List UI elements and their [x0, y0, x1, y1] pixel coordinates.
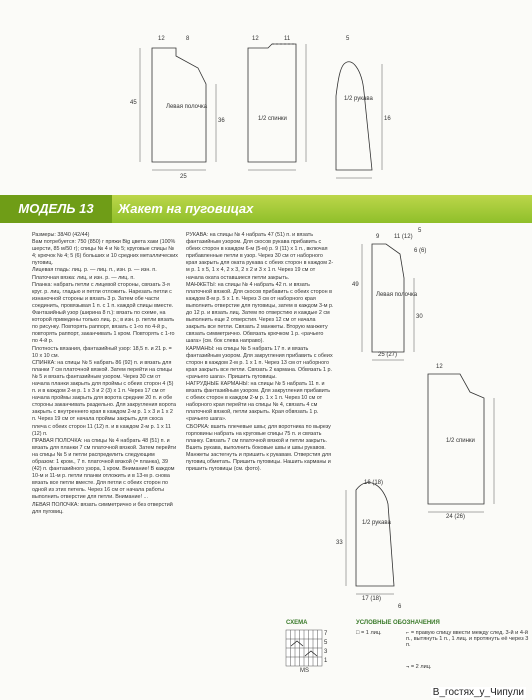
dim-top-k: 12 [252, 36, 259, 42]
dim-r-b2: 12 [436, 364, 443, 370]
legend-text-3: = 2 лиц. [410, 664, 432, 670]
legend-text-2: = правую спицу ввести между след. 3-й и 4-й п., вытянуть 1 п., 1 лиц. и протянуть её через 3 п. [406, 630, 529, 648]
dim-r-t3: 6 (6) [414, 248, 427, 254]
scheme-row-5: 5 [324, 640, 328, 646]
dim-r-h1: 49 [352, 282, 359, 288]
dim-r-b3: 24 (26) [446, 514, 466, 520]
text-column-1: Размеры: 38/40 (42/44) Вам потребуется: 750 (850) г пряжи Big цвета хаки (100% шерсти, 85 м/50 г); спицы № 4 и № 5; круговые спицы № 4; крючок № 4; 5 (6) больших и 10 средних металлических пуговиц. Лицевая гладь: лиц. р. — лиц. п., изн. р. — изн. п. Платочная вязка: лиц. и изн. р. — лиц. п. Планка: набрать петли с лицевой стороны, связать 3-я круг. р. лиц. гладью и петли отложить. Нарезать петли с изнаночной стороны и вязать 3 р. Затем обе части соединить, провязывая 1 п. с 1 п. каждой спицы вместе. Фантазийный узор (ширина 8 п.): вязать по схеме, на которой приведены только лиц. р.; в изн. р. петли вязать по рисунку. Повторять раппорт, вязать с 1-го по 4-й р., повторять раппорт, заканчивать 1 кром. Повторять с 1-го по 4-й р. Плотность вязания, фантазийный узор: 18,5 п. и 21 р. = 10 х 10 см. СПИНКА: на спицы № 5 набрать 86 (92) п. и вязать для планки 7 см платочной вязкой. Затем перейти на спицы № 5 и вязать фантазийным узором. Через 30 см от начала планки закрыть для проймы с обеих сторон 4 (5) п. и в каждом 2-м р. 1 х 3 и 2 (3) х 1 п. Через 17 см от начала проймы закрыть для ворота средние 20 п. и обе стороны заканчивать раздельно. Для закругления ворота закрыть с внутреннего края в каждом 2-м р. 1 х 3 и 1 х 2 п. Через 19 см от начала проймы закрыть для скоса плеча с обеих сторон 11 (12) п. и в каждом 2-м р. 1 х 11 (12) п. ПРАВАЯ ПОЛОЧКА: на спицы № 4 набрать 48 (51) п. и вязать для планки 7 см платочной вязкой. Затем перейти на спицы № 5 и петли распределить следующим образом: 1 кром., 7 п. платочной вязкой (= планка), 39 (42) п. фантазийного узора, 1 кром. Внимание! В каждом 10-м и 11-м р. петли планки отложить и в 13-м р. снова вязать все петли вместе. Для петли с обеих сторон по одной из этих петель. Через 16 см от начала работы выполнить отверстие для петли. Внимание! ... ЛЕВАЯ ПОЛОЧКА: вязать симметрично и без отверстий для пуговиц. [32, 232, 178, 515]
legend-text-1: = 1 лиц. [360, 630, 382, 636]
legend-symbol-1: □ [356, 630, 360, 636]
scheme-title: СХЕМА [286, 620, 308, 626]
right-sleeve-label: 1/2 рукава [362, 520, 391, 526]
scheme-row-1: 1 [324, 658, 328, 664]
model-title: Жакет на пуговицах [118, 201, 254, 216]
top-front-label: Левая полочка [166, 104, 208, 110]
legend-symbol-2: ⌐ [406, 630, 410, 636]
text-column-2: РУКАВА: на спицы № 4 набрать 47 (51) п. и вязать фантазийным узором. Для скосов рукава прибавить с обеих сторон в каждом 6-м (5-м) р. 9 (11) х 1 п., включая прибавленные петли в узор. Через 30 см от наборного края закрыть для оката рукава с обеих сторон в каждом 2-м р. 1 х 5, 1 х 4, 2 х 3, 2 х 2 и 3 х 1 п. Через 19 см от начала оката оставшиеся петли закрыть. МАНЖЕТЫ: на спицы № 4 набрать 42 п. и вязать платочной вязкой. Для скосов прибавить с обеих сторон в каждом 8-м р. 5 х 1 п. Через 3 см от наборного края выполнить отверстие для пуговицы, затем в каждом 3-м р. до 12 р. и вязать лиц. Затем по отверстию и каждые 2 см выполнить еще 2 отверстия. Через 12 см от начала закрыть все петли. Связать 2 манжеты. Вторую манжету связать симметрично. Обвязать крючком 1 р. «рачьего шага» (см. бок слева направо). КАРМАНЫ: на спицы № 5 набрать 17 п. и вязать фантазийным узором. Для закругления прибавить с обеих сторон в каждом 2-м р. 1 х 1 п. Через 13 см от наборного края закрыть все петли. Связать 2 кармана. Обвязать 1 р. «рачьего шага». Пришить пуговицы. НАГРУДНЫЕ КАРМАНЫ: на спицы № 5 набрать 11 п. и вязать фантазийным узором. Для закругления прибавить с обеих сторон в каждом 2-м р. 1 х 1 п. Через 10 см от наборного края перейти на спицы № 4, связать 4 см платочной вязкой, петли закрыть. Края обвязать 1 р. «рачьего шага». СБОРКА: вшить плечевые швы; для воротника по вырезу горловины набрать на круговые спицы 75 п. и связать планку. Связать 7 см платочной вязкой и петли закрыть. Вшить рукава, выполнить боковые швы и швы рукавов. Манжеты застегнуть и пришить к рукавам. Отверстия для пуговиц обметать. Пришить пуговицы. Нашить карманы и пришить пуговицы (см. фото). [186, 232, 334, 473]
top-sleeve-label: 1/2 рукава [344, 96, 373, 102]
dim-top-c: 45 [130, 100, 137, 106]
legend-title: УСЛОВНЫЕ ОБОЗНАЧЕНИЯ [356, 620, 440, 626]
dim-top-g: 5 [346, 36, 350, 42]
dim-r-s1: 16 (18) [364, 480, 384, 486]
legend-item-2 [406, 630, 530, 648]
watermark: В_гостях_у_Чипули [432, 687, 524, 698]
dim-top-e: 25 [180, 174, 187, 180]
scheme-ms-label: МS [300, 668, 309, 674]
dim-r-s2: 33 [336, 540, 343, 546]
right-front-label: Левая полочка [376, 292, 418, 298]
dim-top-d: 36 [218, 118, 225, 124]
right-front-outline [372, 244, 404, 352]
top-back-label: 1/2 спинки [258, 116, 287, 122]
dim-r-h2: 30 [416, 314, 423, 320]
dim-top-b: 8 [186, 36, 190, 42]
top-sleeve-outline [336, 62, 372, 170]
dim-r-b1: 25 (27) [378, 352, 398, 358]
model-label: МОДЕЛЬ 13 [0, 195, 112, 223]
right-back-label: 1/2 спинки [446, 438, 475, 444]
top-back-outline [248, 44, 296, 162]
dim-top-h: 16 [384, 116, 391, 122]
scheme-row-3: 3 [324, 649, 328, 655]
dim-top-a: 12 [158, 36, 165, 42]
legend-symbol-3: ¬ [406, 664, 410, 670]
dim-r-t2: 11 (12) [394, 234, 413, 240]
dim-top-f: 11 [284, 36, 291, 42]
scheme-row-7: 7 [324, 631, 328, 637]
dim-r-t1: 9 [376, 234, 380, 240]
legend-item-3 [406, 664, 530, 670]
right-sleeve-outline [356, 483, 394, 586]
dim-r-s3: 17 (18) [362, 596, 382, 602]
dim-r-s4: 6 [398, 604, 402, 610]
dim-r-t4: 5 [418, 228, 422, 234]
scheme-grid [286, 630, 322, 666]
